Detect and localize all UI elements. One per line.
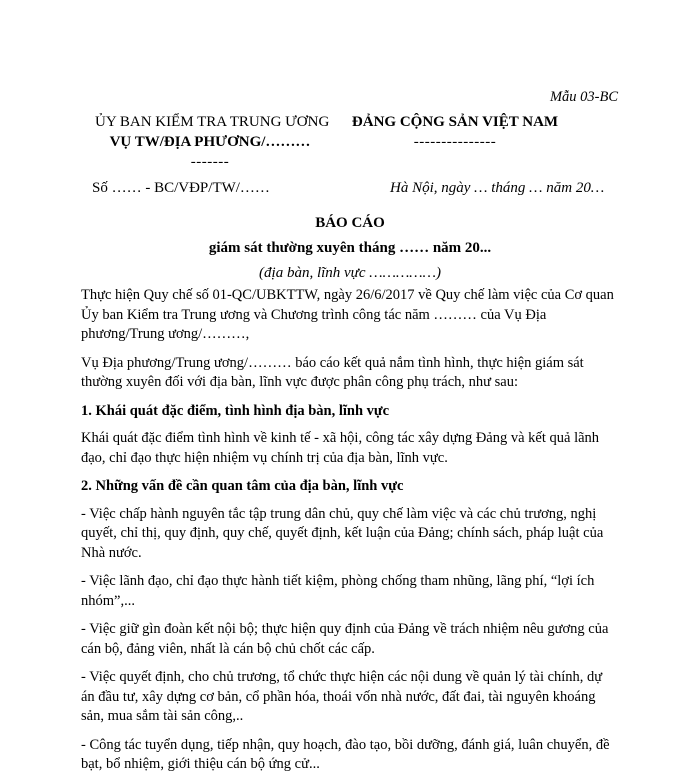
department-name: VỤ TW/ĐỊA PHƯƠNG/……… — [109, 134, 311, 150]
party-header — [345, 112, 565, 152]
document-body — [81, 286, 616, 784]
document-scope: (địa bàn, lĩnh vực ……………) — [259, 265, 441, 281]
document-title: BÁO CÁO — [315, 215, 385, 231]
title-block — [0, 211, 700, 286]
bullet-item: - Công tác tuyển dụng, tiếp nhận, quy hoạch, đào tạo, bồi dưỡng, đánh giá, luân chuyển, đề bạt, bổ nhiệm, giới thiệu cán bộ ứng cử... — [81, 736, 610, 772]
bullet-item: - Việc giữ gìn đoàn kết nội bộ; thực hiện quy định của Đảng về trách nhiệm nêu gương của cán bộ, đảng viên, nhất là cán bộ chủ chốt các cấp. — [81, 621, 609, 657]
section-1-heading: 1. Khái quát đặc điểm, tình hình địa bàn, lĩnh vực — [81, 402, 390, 419]
section-2-heading: 2. Những vấn đề cần quan tâm của địa bàn, lĩnh vực — [81, 478, 404, 494]
form-code: Mẫu 03-BC — [549, 89, 618, 105]
bullet-item: - Việc quyết định, cho chủ trương, tổ chức thực hiện các nội dung về quản lý tài chính, dự án đầu tư, xây dựng cơ bản, cổ phần hóa, thoái vốn nhà nước, đất đai, tài nguyên khoáng sản, mua sắm tài sản công,.. — [81, 669, 603, 724]
place-date: Hà Nội, ngày … tháng … năm 20… — [390, 180, 605, 196]
intro-paragraph-2: Vụ Địa phương/Trung ương/……… báo cáo kết quả nắm tình hình, thực hiện giám sát thường xuyên đối với địa bàn, lĩnh vực được phân công phụ trách, như sau: — [81, 354, 584, 390]
bullet-item: - Việc lãnh đạo, chỉ đạo thực hành tiết kiệm, phòng chống tham nhũng, lãng phí, “lợi ích nhóm”,... — [81, 573, 595, 609]
agency-name: ỦY BAN KIỂM TRA TRUNG ƯƠNG — [95, 114, 330, 130]
document-number: Số …… - BC/VĐP/TW/…… — [92, 180, 270, 196]
bullet-item: - Việc chấp hành nguyên tắc tập trung dân chủ, quy chế làm việc và các chủ trương, nghị quyết, chỉ thị, quy định, quy chế, quyết định, kết luận của Đảng; chính sách, pháp luật của Nhà nước. — [81, 505, 604, 561]
document-subtitle: giám sát thường xuyên tháng …… năm 20... — [208, 240, 492, 256]
agency-separator: ------- — [190, 154, 230, 170]
issuing-agency-header — [95, 112, 330, 172]
party-separator: --------------- — [413, 134, 497, 150]
section-1-text: Khái quát đặc điểm tình hình về kinh tế - xã hội, công tác xây dựng Đảng và kết quả lãnh đạo, chỉ đạo thực hiện nhiệm vụ chính trị của địa bàn, lĩnh vực. — [81, 430, 600, 466]
intro-paragraph: Thực hiện Quy chế số 01-QC/UBKTTW, ngày 26/6/2017 về Quy chế làm việc của Cơ quan Ủy ban Kiểm tra Trung ương và Chương trình công tác năm ……… của Vụ Địa phương/Trung ương/………, — [81, 287, 614, 342]
party-name: ĐẢNG CỘNG SẢN VIỆT NAM — [351, 114, 559, 130]
